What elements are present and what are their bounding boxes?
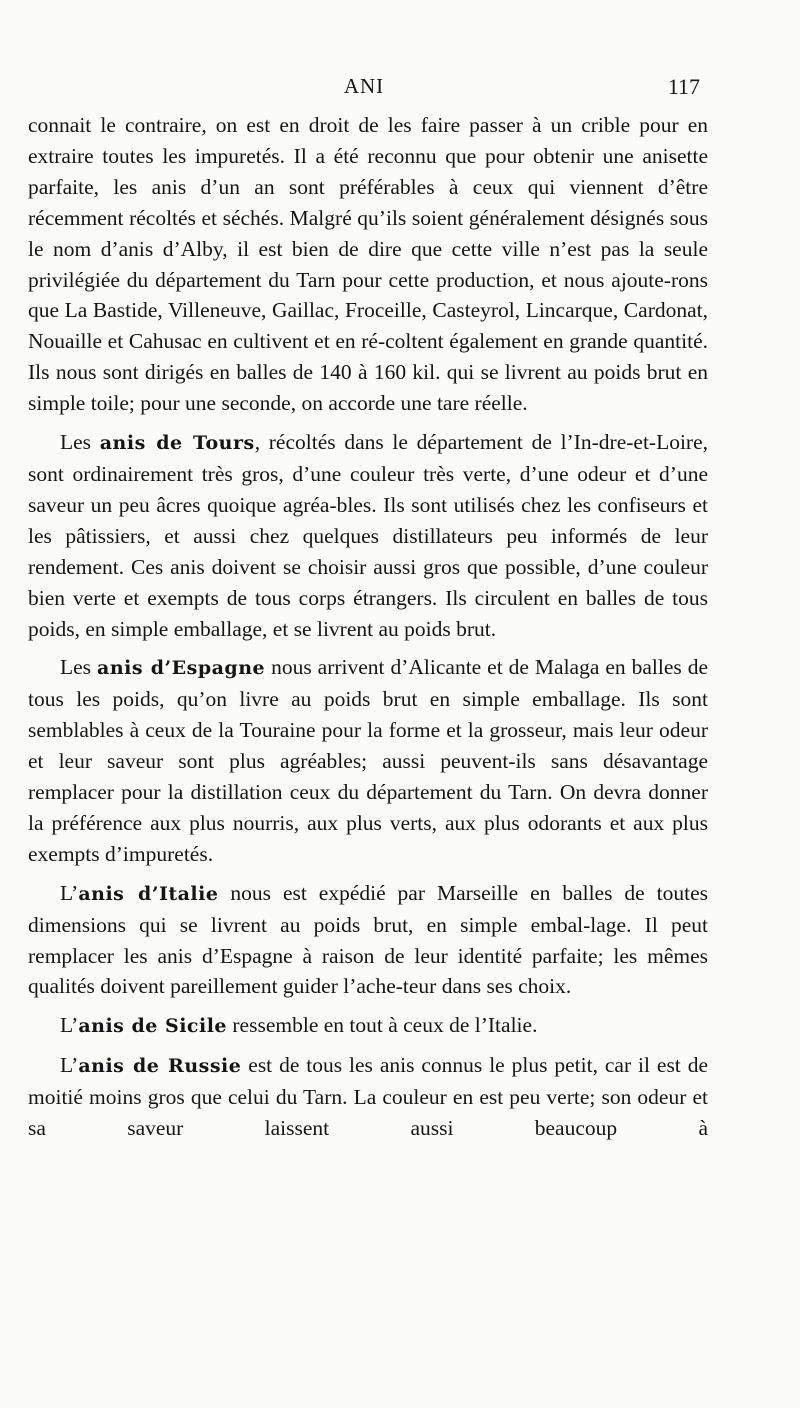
page-header (28, 74, 700, 104)
paragraph-lead: Les (60, 430, 100, 455)
paragraph-anis-de-tours (28, 427, 708, 644)
term-heading: anis d’Espagne (97, 657, 266, 680)
paragraph-lead: Les (60, 655, 98, 680)
term-heading: anis de Sicile (78, 1015, 228, 1038)
paragraph-lead: L’ (60, 1013, 79, 1038)
paragraph-lead: L’ (60, 1053, 79, 1078)
page-number: 117 (667, 74, 700, 99)
paragraph-text: , récoltés dans le département de l’In-dre-et-Loire, sont ordinairement très gros, d’une couleur très verte, d’une odeur et d’une saveur un peu âcres quoique agréa-bles. Ils sont utilisés chez les confiseurs et les pâtissiers, et aussi chez quelques distillateurs peu informés de leur rendement. Ces anis doivent se choisir aussi gros que possible, d’une couleur bien verte et exempts de tous corps étrangers. Ils circulent en balles de tous poids, en simple emballage, et se livrent au poids brut. (28, 430, 709, 641)
paragraph-anis-de-russie (28, 1050, 708, 1144)
paragraph-anis-d-espagne (28, 652, 708, 869)
paragraph-anis-d-italie (28, 878, 708, 1003)
running-title: ANI (343, 74, 385, 98)
paragraph-text: est de tous les anis connus le plus petit, car il est de moitié moins gros que celui du Tarn. La couleur en est peu verte; son odeur et sa saveur laissent aussi beaucoup à (28, 1053, 708, 1141)
paragraph (28, 110, 708, 419)
term-heading: anis de Tours (99, 432, 255, 455)
body-text (28, 110, 708, 1144)
paragraph-text: connait le contraire, on est en droit de les faire passer à un crible pour en extraire toutes les impuretés. Il a été reconnu que pour obtenir une anisette parfaite, les anis d’un an sont préférables à ceux qui viennent d’être récemment récoltés et séchés. Malgré qu’ils soient généralement désignés sous le nom d’anis d’Alby, il est bien de dire que cette ville n’est pas la seule privilégiée du département du Tarn pour cette production, et nous ajoute-rons que La Bastide, Villeneuve, Gaillac, Froceille, Casteyrol, Lincarque, Cardonat, Nouaille et Cahusac en cultivent et en ré-coltent également en grande quantité. Ils nous sont dirigés en balles de 140 à 160 kil. qui se livrent au poids brut en simple toile; pour une seconde, on accorde une tare réelle. (28, 113, 708, 416)
paragraph-anis-de-sicile (28, 1010, 708, 1042)
paragraph-text: nous est expédié par Marseille en balles de toutes dimensions qui se livrent au poids brut, en simple embal-lage. Il peut remplacer les anis d’Espagne à raison de leur identité parfaite; les mêmes qualités doivent pareillement guider l’ache-teur dans ses choix. (28, 880, 708, 999)
paragraph-text: nous arrivent d’Alicante et de Malaga en balles de tous les poids, qu’on livre au poids brut en simple emballage. Ils sont semblables à ceux de la Touraine pour la forme et la grosseur, mais leur odeur et leur saveur sont plus agréables; aussi peuvent-ils sans désavantage remplacer pour la distillation ceux du département du Tarn. On devra donner la préférence aux plus nourris, aux plus verts, aux plus odorants et aux plus exempts d’impuretés. (28, 655, 708, 866)
paragraph-lead: L’ (60, 880, 79, 905)
term-heading: anis d’Italie (78, 882, 219, 905)
paragraph-text: ressemble en tout à ceux de l’Italie. (227, 1013, 538, 1038)
term-heading: anis de Russie (78, 1055, 242, 1078)
